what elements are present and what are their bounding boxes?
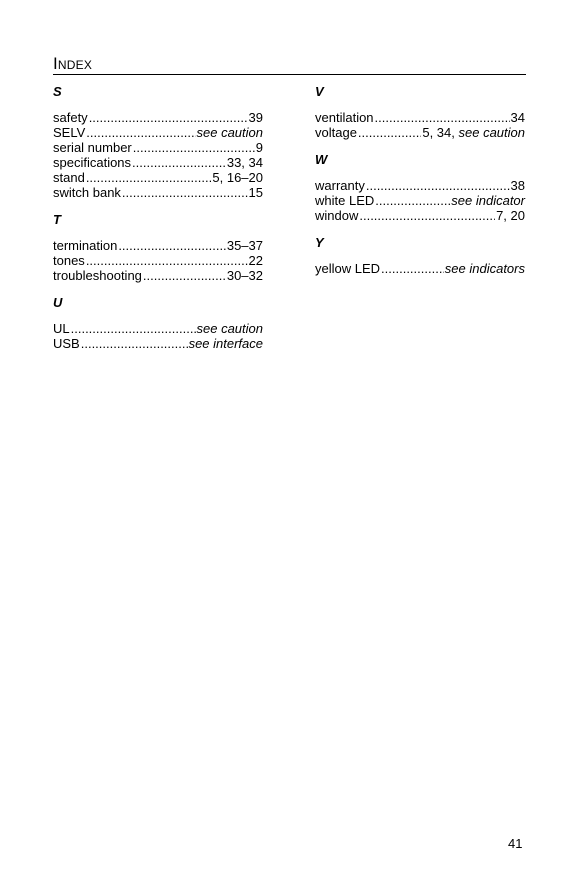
entry-term: warranty (315, 178, 365, 193)
index-section-s (53, 84, 263, 200)
title-divider (53, 74, 526, 75)
dot-leader (118, 238, 226, 253)
index-section-v (315, 84, 525, 140)
index-entry (53, 238, 263, 253)
entry-ref: 30–32 (226, 268, 263, 283)
section-letter: T (53, 212, 61, 227)
section-letter: Y (315, 235, 324, 250)
entry-term: UL (53, 321, 70, 336)
dot-leader (375, 110, 510, 125)
dot-leader (143, 268, 226, 283)
entry-term: window (315, 208, 359, 223)
entry-ref: see indicator (451, 193, 525, 208)
page-title: Index (53, 54, 93, 73)
entry-term: switch bank (53, 185, 121, 200)
entry-term: SELV (53, 125, 86, 140)
dot-leader (89, 110, 248, 125)
entry-ref: see interface (188, 336, 263, 351)
entry-ref: 15 (248, 185, 263, 200)
entry-term: stand (53, 170, 85, 185)
entry-term: white LED (315, 193, 375, 208)
entry-ref: 7, 20 (496, 208, 525, 223)
section-letter: U (53, 295, 63, 310)
dot-leader (366, 178, 510, 193)
index-entry (53, 336, 263, 351)
dot-leader (133, 140, 255, 155)
entry-ref (422, 125, 525, 140)
section-letter: S (53, 84, 62, 99)
dot-leader (358, 125, 421, 140)
section-letter: V (315, 84, 324, 99)
entry-term: troubleshooting (53, 268, 142, 283)
page-number: 41 (508, 836, 523, 851)
entry-ref: 22 (248, 253, 263, 268)
entry-term: termination (53, 238, 118, 253)
index-entry (53, 185, 263, 200)
dot-leader (86, 125, 195, 140)
dot-leader (132, 155, 226, 170)
index-column-right (315, 84, 525, 276)
section-letter: W (315, 152, 328, 167)
dot-leader (359, 208, 495, 223)
dot-leader (122, 185, 248, 200)
index-entry (53, 110, 263, 125)
entry-ref: see caution (196, 321, 263, 336)
entry-ref: 33, 34 (226, 155, 263, 170)
dot-leader (86, 253, 248, 268)
entry-ref: 5, 16–20 (212, 170, 263, 185)
dot-leader (381, 261, 444, 276)
index-entry (315, 261, 525, 276)
index-entry (53, 155, 263, 170)
entry-ref: 34 (510, 110, 525, 125)
entry-term: ventilation (315, 110, 374, 125)
index-entry (315, 193, 525, 208)
entry-ref: 39 (248, 110, 263, 125)
index-entry (53, 253, 263, 268)
dot-leader (86, 170, 212, 185)
entry-ref-pages: 5, 34, (422, 125, 455, 140)
index-entry (315, 125, 525, 140)
index-column-left (53, 84, 263, 351)
entry-ref: 35–37 (226, 238, 263, 253)
entry-ref: 38 (510, 178, 525, 193)
index-entry (315, 208, 525, 223)
index-section-u (53, 295, 263, 351)
entry-ref: 9 (255, 140, 263, 155)
entry-term: serial number (53, 140, 132, 155)
entry-term: yellow LED (315, 261, 381, 276)
index-entry (53, 125, 263, 140)
entry-ref: see caution (196, 125, 263, 140)
index-section-t (53, 212, 263, 283)
index-section-w (315, 152, 525, 223)
dot-leader (81, 336, 188, 351)
index-entry (53, 140, 263, 155)
dot-leader (375, 193, 450, 208)
entry-term: safety (53, 110, 88, 125)
entry-term: tones (53, 253, 85, 268)
index-entry (53, 268, 263, 283)
dot-leader (71, 321, 196, 336)
index-entry (315, 110, 525, 125)
entry-ref-see: see caution (458, 125, 525, 140)
index-entry (315, 178, 525, 193)
entry-ref: see indicators (444, 261, 525, 276)
index-entry (53, 170, 263, 185)
index-entry (53, 321, 263, 336)
index-section-y (315, 235, 525, 276)
entry-term: specifications (53, 155, 132, 170)
entry-term: USB (53, 336, 80, 351)
entry-term: voltage (315, 125, 357, 140)
